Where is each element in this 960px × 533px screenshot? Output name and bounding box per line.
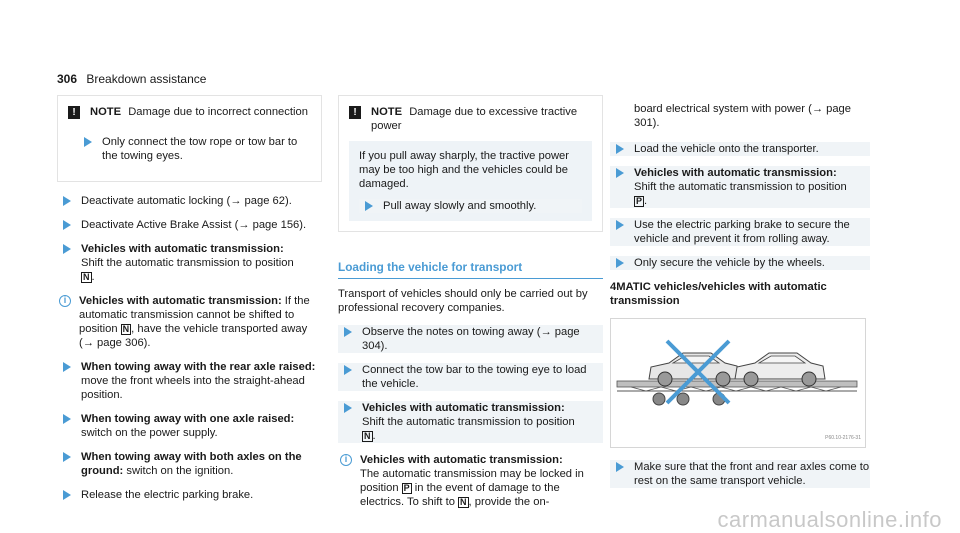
note-step: Pull away slowly and smoothly. [359, 199, 582, 213]
watermark: carmanualsonline.info [717, 507, 942, 532]
sub-heading: 4MATIC vehicles/vehicles with automatic transmission [610, 281, 827, 307]
step-arrow-icon [63, 220, 71, 230]
step-arrow-icon [616, 220, 624, 230]
step-release-parking-brake: Release the electric parking brake. [57, 488, 322, 502]
step-arrow-icon [63, 196, 71, 206]
note-text: Damage due to incorrect connection [128, 106, 308, 118]
gear-p-symbol: P [403, 483, 410, 493]
step-arrow-icon [84, 137, 92, 147]
gear-p-symbol: P [636, 196, 643, 206]
page-number: 306 [57, 72, 78, 86]
gear-n-symbol: N [460, 497, 467, 507]
section-intro: Transport of vehicles should only be carried out by professional recovery companies. [338, 288, 588, 314]
note-step: Only connect the tow rope or tow bar to the towing eyes. [68, 127, 311, 171]
note-text: Damage due to excessive tractive power [371, 106, 578, 132]
gear-n-symbol: N [122, 324, 130, 334]
note-box-connection [57, 95, 322, 182]
step-automatic-transmission: Vehicles with automatic transmission: Shift the automatic transmission to position P . [610, 166, 870, 208]
warning-icon: ! [68, 106, 80, 119]
step-arrow-icon [344, 365, 352, 375]
gear-n-symbol: N [364, 431, 371, 441]
step-arrow-icon [63, 362, 71, 372]
column-1 [57, 95, 322, 512]
page-header [57, 72, 206, 86]
step-automatic-transmission: Vehicles with automatic transmission: Shift the automatic transmission to position N . [338, 401, 603, 443]
step-arrow-icon [344, 403, 352, 413]
step-rear-axle-raised: When towing away with the rear axle raised: move the front wheels into the straight-ahead position. [57, 360, 322, 402]
step-arrow-icon [365, 201, 373, 211]
step-arrow-icon [63, 452, 71, 462]
note-label: NOTE [90, 106, 122, 118]
step-arrow-icon [63, 414, 71, 424]
transporter-diagram-image [611, 319, 865, 447]
step-arrow-icon [63, 244, 71, 254]
transport-illustration [610, 318, 866, 448]
note-box-tractive-power [338, 95, 603, 232]
page-title: Breakdown assistance [86, 72, 207, 86]
step-deactivate-locking: Deactivate automatic locking (→ page 62). [57, 194, 322, 208]
step-arrow-icon [344, 327, 352, 337]
step-arrow-icon [616, 462, 624, 472]
step-load-vehicle: Load the vehicle onto the transporter. [610, 142, 870, 156]
info-icon: i [59, 295, 71, 307]
info-icon: i [340, 454, 352, 466]
step-one-axle-raised: When towing away with one axle raised: switch on the power supply. [57, 412, 322, 440]
step-axles-same-vehicle: Make sure that the front and rear axles come to rest on the same transport vehicle. [610, 460, 870, 488]
step-automatic-transmission: Vehicles with automatic transmission: Shift the automatic transmission to position N . [57, 242, 322, 284]
step-parking-brake: Use the electric parking brake to secure the vehicle and prevent it from rolling away. [610, 218, 870, 246]
step-arrow-icon [616, 144, 624, 154]
step-arrow-icon [63, 490, 71, 500]
step-observe-notes: Observe the notes on towing away (→ page 304). [338, 325, 603, 353]
section-title: Loading the vehicle for transport [338, 260, 603, 279]
warning-icon: ! [349, 106, 361, 119]
step-connect-tow-bar: Connect the tow bar to the towing eye to load the vehicle. [338, 363, 603, 391]
step-arrow-icon [616, 168, 624, 178]
note-label: NOTE [371, 106, 403, 118]
info-automatic-transmission: i Vehicles with automatic transmission: The automatic transmission may be locked in position P in the event of damage to the electrics. To shift to N , provide the on- [338, 453, 603, 509]
note-body: If you pull away sharply, the tractive power may be too high and the vehicles could be damaged. Pull away slowly and smoothly. [349, 141, 592, 221]
info-automatic-transmission: i Vehicles with automatic transmission: If the automatic transmission cannot be shifted to position N , have the vehicle transported away (→ page 306). [57, 294, 322, 350]
column-3 [610, 95, 870, 498]
info-continued: board electrical system with power (→ page 301). [634, 103, 852, 129]
column-2 [338, 95, 603, 519]
step-secure-wheels: Only secure the vehicle by the wheels. [610, 256, 870, 270]
step-deactivate-brake-assist: Deactivate Active Brake Assist (→ page 156). [57, 218, 322, 232]
step-both-axles-ground: When towing away with both axles on the ground: switch on the ignition. [57, 450, 322, 478]
figure-code: P60.10-2176-31 [825, 435, 861, 441]
step-arrow-icon [616, 258, 624, 268]
gear-n-symbol: N [83, 272, 90, 282]
